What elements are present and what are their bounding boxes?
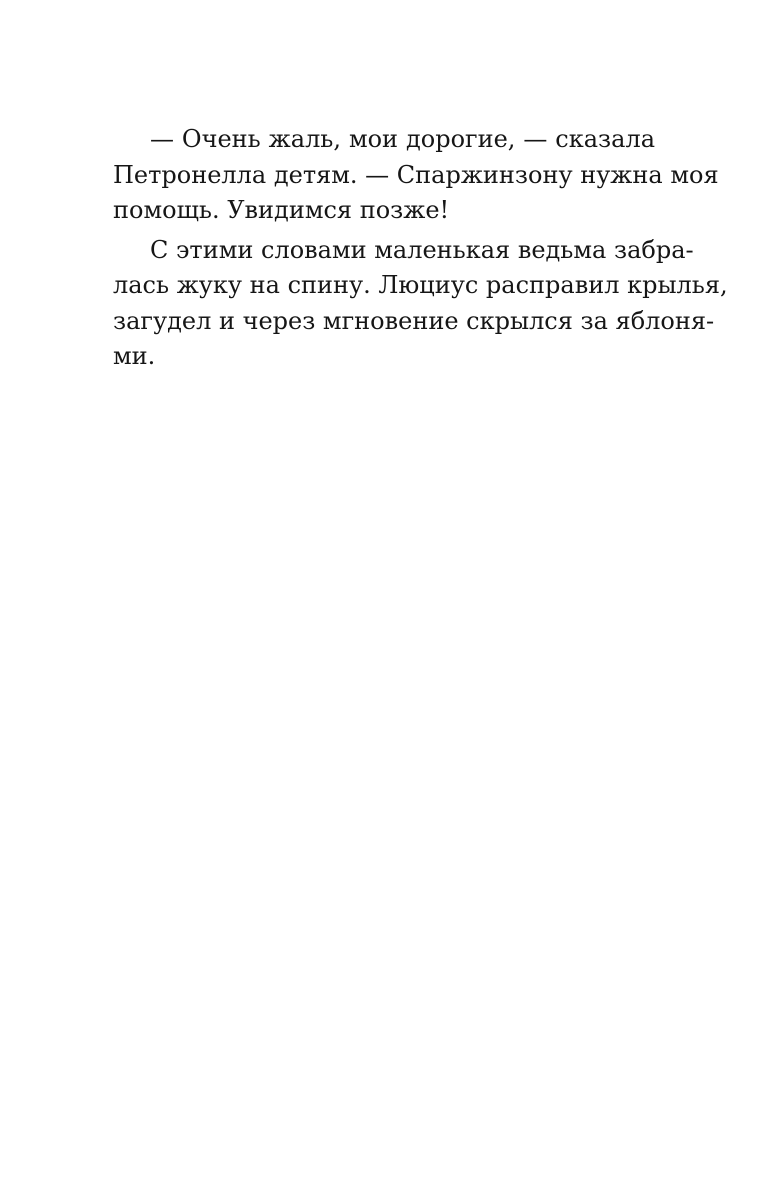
- paragraph-2: [113, 233, 728, 375]
- text-line: ми.: [113, 342, 156, 370]
- text-line: — Очень жаль, мои дорогие, — сказала: [150, 125, 655, 153]
- text-line: С этими словами маленькая ведьма забра-: [150, 235, 694, 264]
- text-line: лась жуку на спину. Люциус расправил крылья,: [113, 271, 728, 299]
- text-line: Петронелла детям. — Спаржинзону нужна моя: [113, 160, 719, 189]
- paragraph-1: [113, 122, 719, 229]
- body-text: [113, 122, 728, 375]
- text-line: помощь. Увидимся позже!: [113, 196, 450, 224]
- text-line: загудел и через мгновение скрылся за яблоня-: [113, 306, 715, 335]
